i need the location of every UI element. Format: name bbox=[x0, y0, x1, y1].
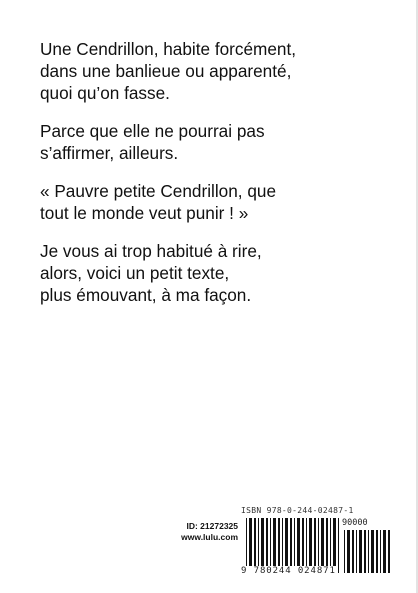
barcode-bar bbox=[330, 518, 331, 573]
barcode-bar bbox=[380, 530, 381, 573]
paragraph-2 bbox=[40, 120, 400, 164]
barcode-bar bbox=[338, 518, 339, 573]
addon-barcode bbox=[343, 530, 391, 573]
text-line: dans une banlieue ou apparenté, bbox=[40, 61, 292, 81]
text-line: plus émouvant, à ma façon. bbox=[40, 285, 252, 305]
barcode-bar bbox=[333, 518, 336, 573]
barcode-bar bbox=[282, 518, 283, 573]
text-line: Je vous ai trop habitué à rire, bbox=[40, 241, 262, 261]
barcode-bar bbox=[388, 530, 390, 573]
barcode-bar bbox=[326, 518, 328, 573]
publisher-id: ID: 21272325 bbox=[186, 521, 238, 531]
barcode-bar bbox=[318, 518, 319, 573]
barcode-bar bbox=[364, 530, 366, 573]
barcode-bar bbox=[383, 530, 386, 573]
barcode-bar bbox=[344, 530, 345, 573]
barcode-bar bbox=[356, 530, 357, 573]
addon-code: 90000 bbox=[342, 518, 368, 528]
barcode-bar bbox=[314, 518, 316, 573]
ean-barcode bbox=[245, 518, 340, 573]
text-line: Parce que elle ne pourrai pas bbox=[40, 121, 265, 141]
text-line: tout le monde veut punir ! » bbox=[40, 203, 249, 223]
paragraph-4 bbox=[40, 240, 400, 306]
barcode-bar bbox=[278, 518, 280, 573]
barcode-digits: 9 780244 024871 bbox=[241, 566, 336, 576]
publisher-info bbox=[152, 521, 238, 543]
barcode-bar bbox=[368, 530, 369, 573]
text-line: s’affirmer, ailleurs. bbox=[40, 143, 179, 163]
barcode-bar bbox=[254, 518, 256, 573]
barcode-bar bbox=[302, 518, 304, 573]
paragraph-1 bbox=[40, 38, 400, 104]
barcode-bar bbox=[371, 530, 374, 573]
barcode-bar bbox=[273, 518, 276, 573]
text-line: quoi qu’on fasse. bbox=[40, 83, 170, 103]
barcode-bar bbox=[309, 518, 312, 573]
barcode-bar bbox=[246, 518, 247, 573]
barcode-bar bbox=[359, 530, 362, 573]
barcode-bar bbox=[376, 530, 378, 573]
barcode-bar bbox=[285, 518, 288, 573]
barcode-bar bbox=[297, 518, 300, 573]
barcode-bar bbox=[321, 518, 324, 573]
publisher-site: www.lulu.com bbox=[181, 532, 238, 542]
paragraph-3 bbox=[40, 180, 400, 224]
isbn-label: ISBN 978-0-244-02487-1 bbox=[241, 506, 354, 515]
back-cover-text bbox=[40, 38, 400, 322]
barcode-bar bbox=[306, 518, 307, 573]
barcode-bar bbox=[258, 518, 259, 573]
text-line: alors, voici un petit texte, bbox=[40, 263, 230, 283]
barcode-bar bbox=[270, 518, 271, 573]
barcode-bar bbox=[261, 518, 264, 573]
barcode-bar bbox=[352, 530, 354, 573]
barcode-bar bbox=[290, 518, 292, 573]
text-line: « Pauvre petite Cendrillon, que bbox=[40, 181, 277, 201]
text-line: Une Cendrillon, habite forcément, bbox=[40, 39, 297, 59]
barcode-bar bbox=[266, 518, 268, 573]
barcode-bar bbox=[294, 518, 295, 573]
barcode-bar bbox=[347, 530, 350, 573]
barcode-bar bbox=[249, 518, 252, 573]
